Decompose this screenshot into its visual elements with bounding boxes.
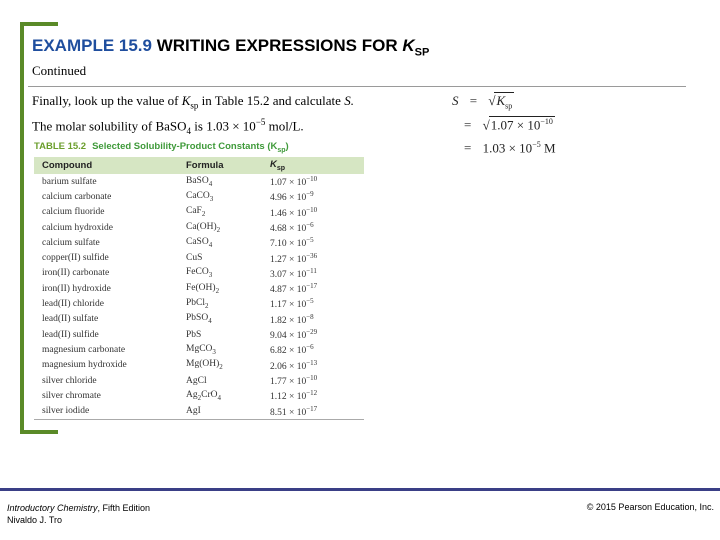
compound-cell: lead(II) sulfate: [42, 314, 99, 325]
ksp-exponent: −17: [306, 404, 318, 413]
table-row: [34, 373, 364, 388]
compound-cell: lead(II) chloride: [42, 299, 104, 310]
ksp-cell: [262, 189, 364, 204]
ksp-mantissa: 1.12: [270, 392, 287, 403]
formula-cell: [178, 220, 262, 235]
formula-sub: 3: [212, 347, 216, 356]
intro-line-2: [32, 114, 354, 139]
formula-cell: [178, 388, 262, 403]
table-row: [34, 205, 364, 220]
ksp-exponent: −5: [306, 236, 314, 245]
ksp-times-ten: × 10: [289, 193, 307, 204]
formula-text: CaSO: [186, 236, 209, 247]
ksp-exponent: −5: [306, 297, 314, 306]
eq-radicand: [489, 116, 555, 133]
table-title-text: Selected Solubility-Product Constants (K: [92, 141, 278, 152]
table-row: [34, 403, 364, 419]
formula-sub: 2: [201, 210, 206, 219]
table-title: [34, 140, 364, 154]
formula-sub: 3: [209, 194, 214, 203]
ksp-exponent: −8: [306, 312, 314, 321]
ksp-mantissa: 1.46: [270, 208, 287, 219]
ksp-times-ten: × 10: [289, 407, 307, 418]
column-header-k: K: [270, 159, 277, 171]
ksp-mantissa: 8.51: [270, 407, 287, 418]
ksp-times-ten: × 10: [289, 361, 307, 372]
formula-sub: 4: [208, 179, 213, 188]
eq-radicand: [494, 92, 514, 111]
ksp-mantissa: 3.07: [270, 270, 287, 280]
formula-text: Ag: [186, 389, 198, 400]
ksp-times-ten: × 10: [289, 270, 307, 280]
ksp-mantissa: 7.10: [270, 239, 287, 250]
ksp-times-ten: × 10: [289, 285, 307, 296]
ksp-mantissa: 4.87: [270, 285, 287, 296]
formula-sub: 2: [219, 363, 223, 372]
table-row: [34, 235, 364, 250]
intro-line-1: [32, 93, 354, 114]
ksp-cell: [262, 312, 364, 327]
table-title-end: ): [285, 141, 289, 152]
formula-cell: [178, 358, 262, 373]
table-row: [34, 174, 364, 189]
footer-book: Introductory Chemistry: [7, 503, 98, 513]
ksp-times-ten: × 10: [289, 208, 307, 219]
formula-sub: 2: [215, 286, 220, 295]
formula-text: Ca(OH): [186, 221, 217, 232]
formula-sub: 2: [216, 225, 221, 234]
ksp-mantissa: 1.77: [270, 377, 287, 388]
formula-sub: 4: [208, 317, 212, 326]
ksp-mantissa: 1.27: [270, 254, 287, 265]
table-label: TABLE 15.2: [34, 141, 87, 152]
table-row: [34, 281, 364, 296]
compound-cell: copper(II) sulfide: [42, 253, 109, 264]
eq-equals: =: [464, 140, 472, 156]
footer-author: Nivaldo J. Tro: [7, 515, 63, 525]
formula-cell: [178, 250, 262, 265]
table-row: [34, 312, 364, 327]
ksp-cell: [262, 373, 364, 388]
ksp-times-ten: × 10: [289, 331, 307, 342]
formula-cell: [178, 266, 262, 281]
ksp-mantissa: 1.07: [270, 178, 287, 189]
equation-line-3: [464, 140, 556, 156]
formula-cell: [178, 281, 262, 296]
compound-cell: lead(II) sulfide: [42, 329, 99, 340]
ksp-exponent: −10: [306, 175, 318, 184]
table-row: [34, 358, 364, 373]
ksp-times-ten: × 10: [289, 392, 307, 403]
intro-text-part: Finally, look up the value of: [32, 93, 179, 108]
intro-k: K: [181, 93, 191, 108]
compound-cell: calcium carbonate: [42, 191, 112, 202]
column-header-ksp: [262, 157, 364, 174]
title-k-sub: SP: [414, 46, 430, 59]
equation-line-2: [464, 116, 555, 133]
formula-text: PbCl: [186, 298, 206, 309]
ksp-mantissa: 6.82: [270, 346, 287, 357]
intro-s: S.: [344, 93, 354, 108]
ksp-cell: [262, 281, 364, 296]
footer-copyright: © 2015 Pearson Education, Inc.: [586, 502, 714, 512]
table-row: [34, 266, 364, 281]
ksp-exponent: −10: [306, 205, 318, 214]
formula-text: PbSO: [186, 313, 209, 324]
compound-cell: iron(II) carbonate: [42, 268, 110, 279]
footer-rule: [0, 488, 720, 491]
ksp-times-ten: × 10: [289, 178, 307, 189]
compound-cell: barium sulfate: [42, 176, 97, 187]
ksp-cell: [262, 235, 364, 250]
compound-cell: magnesium hydroxide: [42, 360, 127, 371]
ksp-times-ten: × 10: [289, 224, 307, 235]
eq-exp: −10: [540, 117, 553, 126]
ksp-mantissa: 4.68: [270, 224, 287, 235]
formula-cell: [178, 235, 262, 250]
ksp-exponent: −29: [306, 328, 318, 337]
compound-cell: silver iodide: [34, 403, 178, 419]
ksp-cell: [262, 205, 364, 220]
formula-text: AgI: [186, 406, 201, 417]
formula-cell: [178, 296, 262, 311]
formula-cell: [178, 403, 262, 419]
ksp-mantissa: 2.06: [270, 361, 287, 372]
intro-text-part: is 1.03 × 10: [194, 117, 256, 133]
table-row: [34, 220, 364, 235]
ksp-exponent: −10: [306, 373, 318, 382]
ksp-exponent: −11: [306, 266, 317, 275]
divider-rule: [28, 86, 686, 87]
compound-cell: calcium hydroxide: [42, 222, 113, 233]
column-header-compound: Compound: [42, 160, 93, 171]
ksp-table: [34, 140, 364, 420]
ksp-exponent: −12: [306, 389, 318, 398]
eq-k: K: [496, 93, 506, 108]
example-number: EXAMPLE 15.9: [32, 36, 152, 55]
ksp-times-ten: × 10: [289, 315, 307, 326]
formula-text: FeCO: [186, 267, 209, 278]
column-header-formula: Formula: [186, 160, 224, 171]
equation-line-1: [452, 92, 514, 111]
compound-cell: silver chloride: [42, 375, 97, 386]
compound-cell: calcium sulfate: [42, 237, 100, 248]
formula-cell: [178, 312, 262, 327]
footer-edition: , Fifth Edition: [97, 503, 151, 513]
ksp-exponent: −9: [306, 190, 314, 199]
ksp-mantissa: 1.17: [270, 300, 287, 311]
formula-text: CaCO: [186, 191, 210, 201]
ksp-exponent: −6: [306, 343, 314, 352]
intro-text: [32, 93, 354, 139]
ksp-cell: [262, 250, 364, 265]
formula-text: CuS: [186, 253, 203, 264]
eq-exp: −5: [532, 140, 541, 149]
ksp-cell: [262, 388, 364, 403]
ksp-cell: [262, 342, 364, 357]
intro-text-part: in Table 15.2 and calculate: [201, 93, 341, 108]
formula-sub: 4: [217, 393, 221, 402]
table-row: [34, 189, 364, 204]
formula-sub: 3: [208, 271, 213, 280]
eq-s: S: [452, 93, 459, 108]
intro-text-part: mol/L.: [268, 117, 304, 133]
formula-text: PbS: [186, 329, 202, 340]
compound-cell: silver chromate: [42, 390, 101, 401]
table-title-sub: sp: [277, 146, 286, 154]
footer-book-line: [7, 502, 150, 514]
continued-label: Continued: [32, 63, 87, 78]
sqrt-icon: √: [482, 117, 490, 133]
ksp-cell: [262, 403, 364, 419]
table-header-row: [34, 157, 364, 174]
formula-cell: [178, 205, 262, 220]
sqrt-icon: √: [488, 93, 496, 108]
solubility-equation: [452, 92, 602, 162]
table-row: [34, 342, 364, 357]
eq-equals: =: [464, 117, 472, 133]
slide-title: [32, 36, 429, 58]
table-row: [34, 250, 364, 265]
eq-value: 1.07 × 10: [490, 117, 541, 133]
formula-sub: 4: [208, 240, 213, 249]
formula-text: Mg(OH): [186, 359, 220, 370]
eq-value: 1.03 × 10: [482, 140, 533, 156]
intro-text-part: The molar solubility of BaSO: [32, 117, 187, 133]
ksp-cell: [262, 174, 364, 189]
ksp-times-ten: × 10: [289, 377, 307, 388]
formula-text: Fe(OH): [186, 282, 216, 293]
formula-cell: [178, 342, 262, 357]
ksp-times-ten: × 10: [289, 346, 307, 357]
compound-cell: iron(II) hydroxide: [42, 283, 111, 294]
ksp-exponent: −13: [306, 358, 318, 367]
ksp-times-ten: × 10: [289, 254, 307, 265]
compound-cell: calcium fluoride: [42, 207, 105, 218]
table-row: [34, 327, 364, 342]
footer-citation: [7, 502, 150, 526]
compound-cell: magnesium carbonate: [42, 344, 126, 355]
formula-text: AgCl: [186, 375, 207, 386]
formula-text: MgCO: [186, 343, 213, 354]
ksp-cell: [262, 358, 364, 373]
formula-sub: 2: [197, 393, 202, 402]
formula-cell: [178, 189, 262, 204]
ksp-mantissa: 4.96: [270, 193, 287, 204]
title-heading: WRITING EXPRESSIONS FOR: [156, 36, 398, 55]
ksp-cell: [262, 296, 364, 311]
intro-exp: −5: [255, 116, 266, 127]
eq-equals: =: [469, 93, 478, 108]
ksp-cell: [262, 266, 364, 281]
formula-text: CrO: [201, 389, 218, 400]
intro-k-sub: sp: [190, 100, 199, 111]
table-row: [34, 296, 364, 311]
intro-sub: 4: [186, 125, 192, 136]
ksp-exponent: −36: [306, 251, 318, 260]
ksp-exponent: −6: [306, 220, 314, 229]
eq-unit: M: [543, 140, 556, 156]
table-row: [34, 388, 364, 403]
formula-cell: [178, 327, 262, 342]
formula-cell: [178, 174, 262, 189]
column-header-k-sub: sp: [276, 164, 286, 172]
ksp-exponent: −17: [306, 282, 318, 291]
ksp-times-ten: × 10: [289, 239, 307, 250]
formula-sub: 2: [205, 301, 209, 310]
eq-k-sub: sp: [505, 101, 513, 111]
ksp-data-table: [34, 157, 364, 420]
ksp-mantissa: 9.04: [270, 331, 287, 342]
formula-text: CaF: [186, 206, 202, 217]
formula-cell: [178, 373, 262, 388]
title-k: K: [402, 36, 415, 55]
ksp-cell: [262, 220, 364, 235]
ksp-times-ten: × 10: [289, 300, 307, 311]
ksp-cell: [262, 327, 364, 342]
formula-text: BaSO: [186, 175, 209, 186]
ksp-mantissa: 1.82: [270, 315, 287, 326]
